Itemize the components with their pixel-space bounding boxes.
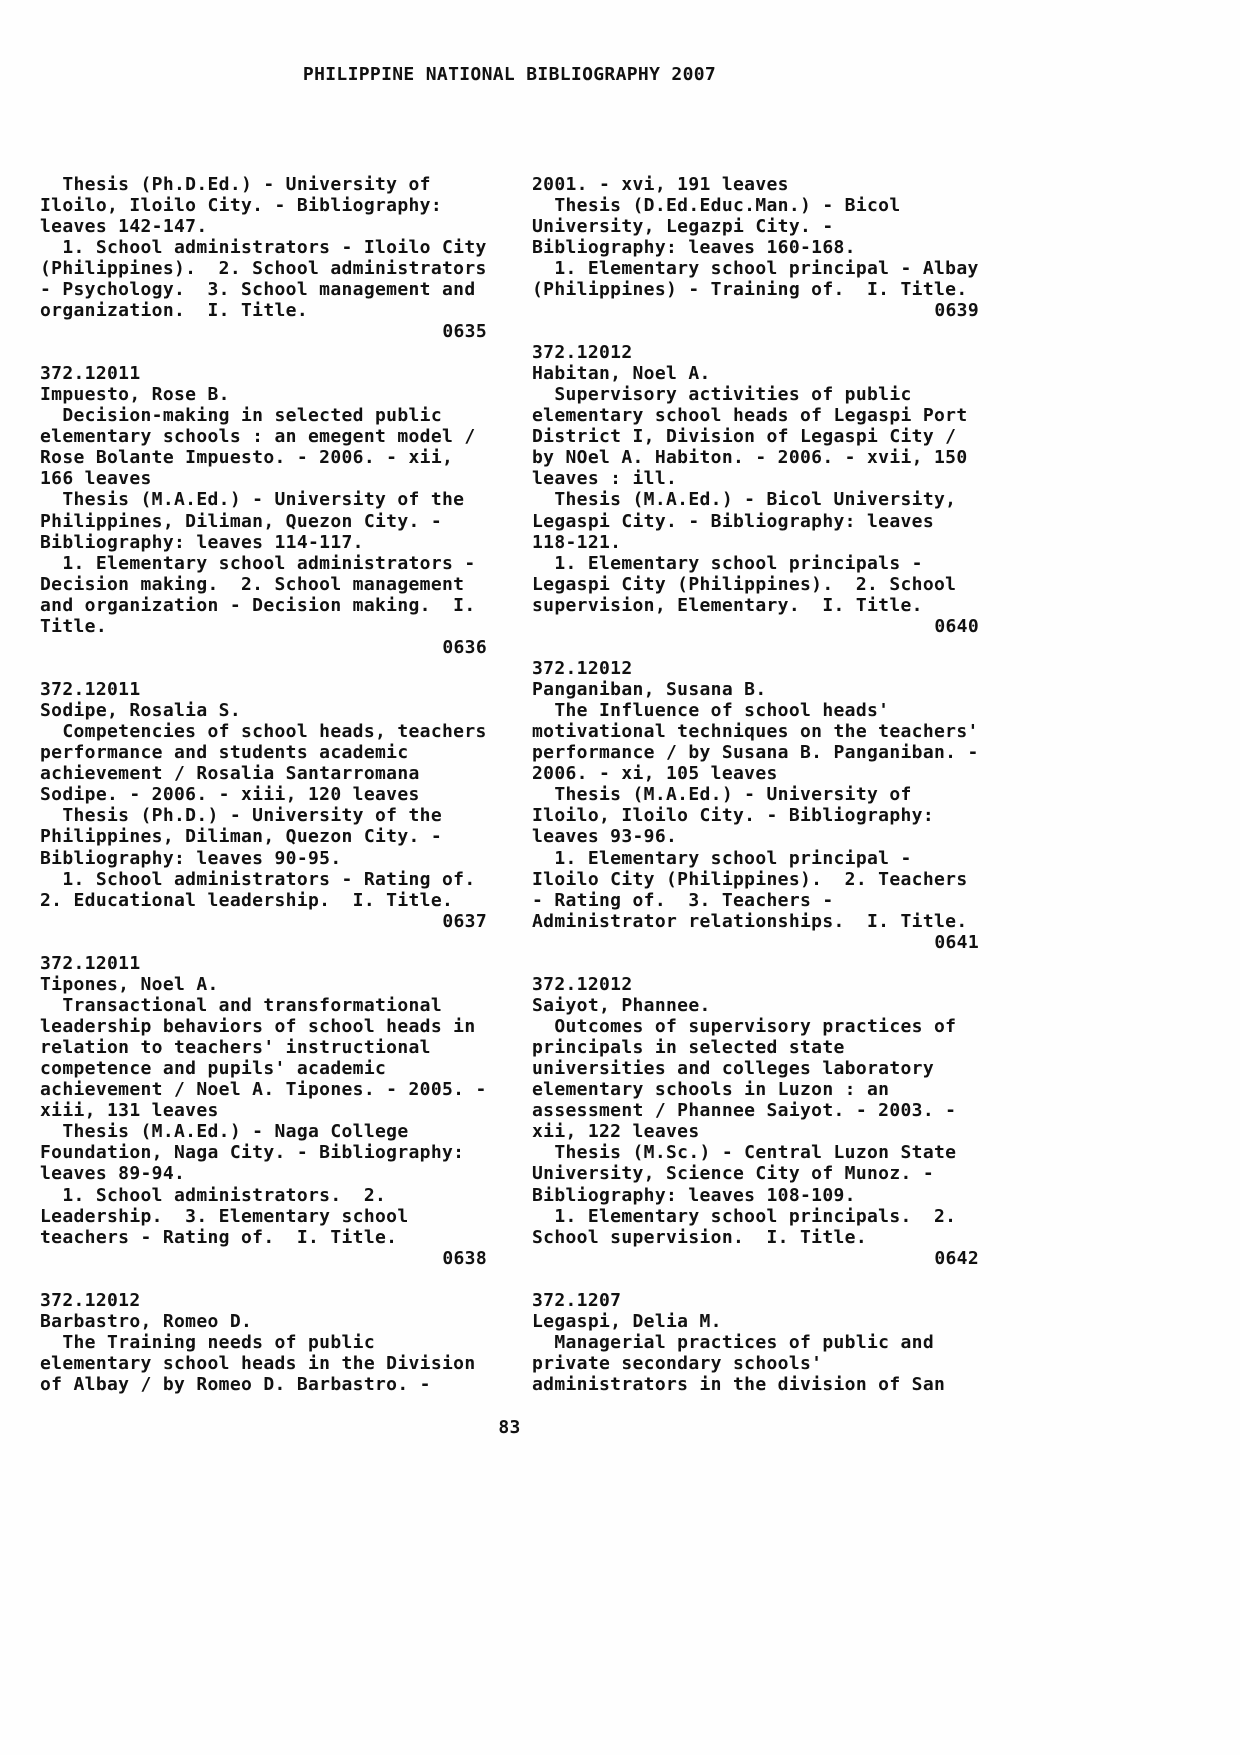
description-line: by NOel A. Habiton. - 2006. - xvii, 150	[532, 447, 968, 469]
thesis-note-line: Thesis (Ph.D.) - University of the	[62, 805, 443, 827]
bibliography-entry	[40, 174, 487, 343]
subject-heading-line: supervision, Elementary. I. Title.	[532, 594, 923, 616]
subject-heading-line: 1. Elementary school administrators -	[62, 552, 476, 574]
description-line: leadership behaviors of school heads in	[40, 1016, 476, 1037]
subject-heading-line: Title.	[40, 615, 108, 637]
call-number: 372.12012	[40, 1289, 141, 1311]
author-heading: Sodipe, Rosalia S.	[40, 700, 242, 722]
description-line: private secondary schools'	[532, 1353, 823, 1374]
bibliography-entry	[40, 363, 487, 658]
thesis-note-line: University, Legazpi City. -	[532, 215, 834, 237]
subject-heading-line: Decision making. 2. School management	[40, 573, 465, 595]
description-line: Supervisory activities of public	[554, 384, 912, 406]
left-column	[40, 174, 487, 1396]
subject-heading-line: and organization - Decision making. I.	[40, 594, 476, 616]
author-heading: Legaspi, Delia M.	[532, 1310, 722, 1332]
thesis-note-line: Iloilo, Iloilo City. - Bibliography:	[40, 194, 443, 216]
right-column	[532, 174, 979, 1396]
description-line: elementary school heads of Legaspi Port	[532, 405, 968, 427]
call-number: 372.12011	[40, 363, 141, 385]
bibliography-entry	[40, 953, 487, 1269]
thesis-note-line: Philippines, Diliman, Quezon City. -	[40, 826, 443, 848]
description-line: elementary school heads in the Division	[40, 1353, 476, 1374]
description-line: elementary schools in Luzon : an	[532, 1079, 890, 1101]
bibliography-entry	[40, 1290, 487, 1395]
subject-heading-line: - Rating of. 3. Teachers -	[532, 889, 834, 911]
thesis-note-line: Thesis (D.Ed.Educ.Man.) - Bicol	[554, 194, 901, 216]
thesis-note-line: leaves 89-94.	[40, 1163, 186, 1185]
subject-heading-line: 1. Elementary school principal - Albay	[554, 257, 979, 279]
thesis-note-line: leaves 93-96.	[532, 826, 678, 848]
thesis-note-line: University, Science City of Munoz. -	[532, 1163, 935, 1185]
subject-heading-line: School supervision. I. Title.	[532, 1226, 868, 1248]
subject-heading-line: (Philippines). 2. School administrators	[40, 257, 487, 279]
thesis-note-line: 118-121.	[532, 531, 622, 553]
description-line: achievement / Noel A. Tipones. - 2005. -	[40, 1079, 487, 1101]
subject-heading-line: Iloilo City (Philippines). 2. Teachers	[532, 868, 968, 890]
call-number: 372.1207	[532, 1289, 622, 1311]
description-line: The Influence of school heads'	[554, 700, 890, 722]
thesis-note-line: Philippines, Diliman, Quezon City. -	[40, 510, 443, 532]
description-line: Transactional and transformational	[62, 994, 443, 1016]
subject-heading-line: Legaspi City (Philippines). 2. School	[532, 573, 957, 595]
thesis-note-line: Bibliography: leaves 90-95.	[40, 847, 342, 869]
author-heading: Tipones, Noel A.	[40, 973, 219, 995]
description-line: assessment / Phannee Saiyot. - 2003. -	[532, 1100, 957, 1122]
continued-description-line: 2001. - xvi, 191 leaves	[532, 173, 789, 195]
page-number: 83	[498, 1417, 521, 1438]
subject-heading-line: 1. Elementary school principals -	[554, 552, 923, 574]
author-heading: Habitan, Noel A.	[532, 363, 711, 385]
description-line: leaves : ill.	[532, 468, 678, 490]
description-line: elementary schools : an emegent model /	[40, 426, 476, 448]
entry-number: 0640	[934, 615, 979, 637]
entry-number: 0635	[442, 320, 487, 342]
description-line: Competencies of school heads, teachers	[62, 721, 487, 743]
description-line: administrators in the division of San	[532, 1374, 946, 1396]
bibliography-entry	[532, 1290, 979, 1395]
thesis-note-line: Bibliography: leaves 114-117.	[40, 531, 364, 553]
description-line: Rose Bolante Impuesto. - 2006. - xii,	[40, 447, 454, 469]
entry-number: 0642	[934, 1247, 979, 1269]
bibliography-entry	[532, 974, 979, 1269]
subject-heading-line: - Psychology. 3. School management and	[40, 278, 476, 300]
subject-heading-line: 1. School administrators - Rating of.	[62, 868, 476, 890]
bibliography-entry	[532, 174, 979, 321]
thesis-note-line: Thesis (M.A.Ed.) - University of the	[62, 489, 465, 511]
entry-number: 0639	[934, 299, 979, 321]
entry-number: 0638	[442, 1247, 487, 1269]
author-heading: Barbastro, Romeo D.	[40, 1310, 253, 1332]
description-line: xii, 122 leaves	[532, 1121, 700, 1143]
description-line: universities and colleges laboratory	[532, 1058, 935, 1080]
subject-heading-line: 1. Elementary school principals. 2.	[554, 1205, 957, 1227]
description-line: of Albay / by Romeo D. Barbastro. -	[40, 1374, 431, 1396]
subject-heading-line: teachers - Rating of. I. Title.	[40, 1226, 398, 1248]
description-line: Decision-making in selected public	[62, 405, 443, 427]
author-heading: Panganiban, Susana B.	[532, 679, 767, 700]
description-line: competence and pupils' academic	[40, 1058, 387, 1080]
thesis-note-line: Foundation, Naga City. - Bibliography:	[40, 1142, 465, 1164]
description-line: District I, Division of Legaspi City /	[532, 426, 957, 448]
call-number: 372.12011	[40, 679, 141, 700]
entry-number: 0637	[442, 910, 487, 932]
thesis-note-line: leaves 142-147.	[40, 215, 208, 237]
description-line: 166 leaves	[40, 468, 152, 490]
description-line: xiii, 131 leaves	[40, 1100, 219, 1122]
entry-number: 0641	[934, 931, 979, 953]
thesis-note-line: Iloilo, Iloilo City. - Bibliography:	[532, 805, 935, 827]
subject-heading-line: 1. School administrators. 2.	[62, 1184, 387, 1206]
description-line: motivational techniques on the teachers'	[532, 721, 979, 743]
running-header: PHILIPPINE NATIONAL BIBLIOGRAPHY 2007	[302, 64, 717, 85]
description-line: The Training needs of public	[62, 1331, 376, 1353]
bibliography-entry	[532, 658, 979, 953]
description-line: Sodipe. - 2006. - xiii, 120 leaves	[40, 784, 420, 806]
description-line: Managerial practices of public and	[554, 1331, 935, 1353]
subject-heading-line: 2. Educational leadership. I. Title.	[40, 889, 454, 911]
call-number: 372.12012	[532, 973, 633, 995]
description-line: Outcomes of supervisory practices of	[554, 1016, 957, 1037]
thesis-note-line: Bibliography: leaves 160-168.	[532, 236, 856, 258]
description-line: principals in selected state	[532, 1037, 845, 1059]
thesis-note-line: Legaspi City. - Bibliography: leaves	[532, 510, 935, 532]
thesis-note-line: Thesis (M.A.Ed.) - Naga College	[62, 1121, 409, 1143]
author-heading: Saiyot, Phannee.	[532, 994, 711, 1016]
subject-heading-line: (Philippines) - Training of. I. Title.	[532, 278, 968, 300]
description-line: performance and students academic	[40, 742, 409, 764]
subject-heading-line: 1. School administrators - Iloilo City	[62, 236, 487, 258]
subject-heading-line: Administrator relationships. I. Title.	[532, 910, 968, 932]
call-number: 372.12012	[532, 657, 633, 679]
description-line: 2006. - xi, 105 leaves	[532, 763, 778, 785]
call-number: 372.12011	[40, 952, 141, 974]
call-number: 372.12012	[532, 342, 633, 363]
description-line: achievement / Rosalia Santarromana	[40, 763, 420, 785]
subject-heading-line: 1. Elementary school principal -	[554, 847, 912, 869]
thesis-note-line: Bibliography: leaves 108-109.	[532, 1184, 856, 1206]
thesis-note-line: Thesis (Ph.D.Ed.) - University of	[62, 173, 431, 195]
subject-heading-line: organization. I. Title.	[40, 299, 309, 321]
thesis-note-line: Thesis (M.Sc.) - Central Luzon State	[554, 1142, 957, 1164]
description-line: performance / by Susana B. Panganiban. -	[532, 742, 979, 764]
entry-number: 0636	[442, 636, 487, 658]
description-line: relation to teachers' instructional	[40, 1037, 431, 1059]
bibliography-entry	[532, 342, 979, 637]
subject-heading-line: Leadership. 3. Elementary school	[40, 1205, 409, 1227]
thesis-note-line: Thesis (M.A.Ed.) - University of	[554, 784, 912, 806]
bibliography-entry	[40, 679, 487, 932]
thesis-note-line: Thesis (M.A.Ed.) - Bicol University,	[554, 489, 957, 511]
author-heading: Impuesto, Rose B.	[40, 384, 230, 406]
